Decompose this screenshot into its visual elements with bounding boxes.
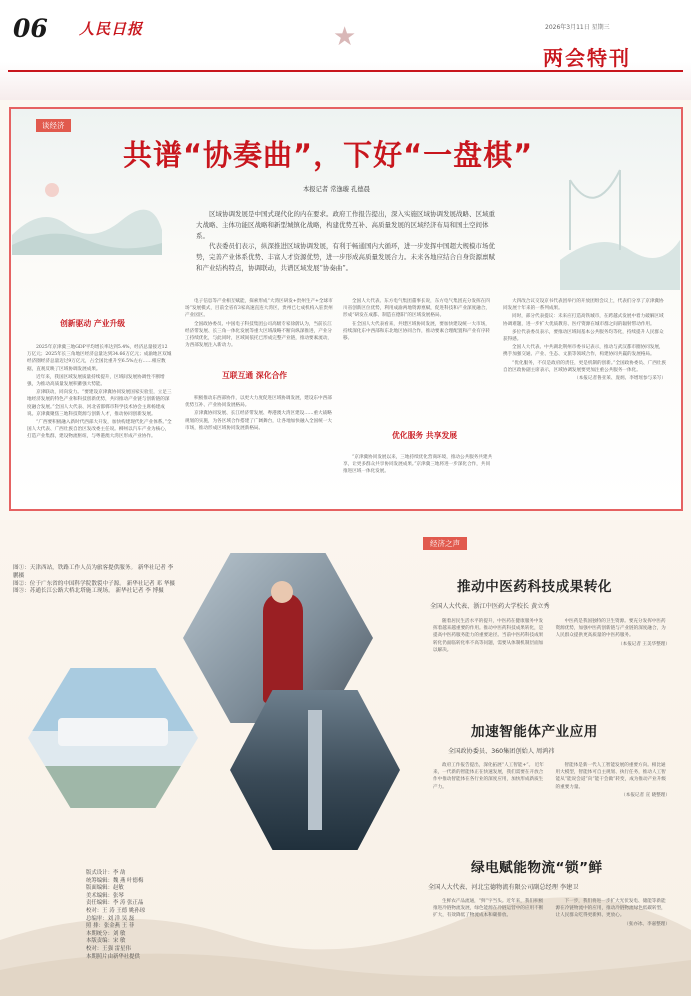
credit-line: 版式设计：李 劼	[86, 870, 126, 876]
attendant-head	[271, 581, 293, 603]
paragraph: 生鲜农产品流通，“鲜”字当头。近年来，我们积极推进冷链物流发展，绿色能源在冷链运营中的应用不断扩大，有效降低了物流成本和碳排放。	[433, 899, 544, 919]
credit-line: 校对：王 涛 王德 姚孙琼	[86, 907, 146, 914]
paragraph: “京津冀协同发展以来，三地持续优化营商环境，推动公共服务共建共享，让更多群众共享协同发展成果。”京津冀三地将进一步深化合作，共同推进区域一体化发展。	[343, 455, 493, 475]
credit-line: 统筹编辑：魏 燕 叶德梅	[86, 877, 144, 884]
paragraph: 积极推动东西部协作，以更大力度促进区域协调发展，建设东中西部优势互补、产业协同发展格局。	[185, 396, 332, 409]
paragraph: 智能体是新一代人工智能发展的重要方向。相比通用大模型，智能体可自主规划、执行任务，推动人工智能从“能说会道”向“能干会做”转变，成为推动产业升级的重要力量。	[555, 763, 666, 790]
paragraph: 近年来，我国区域发展质量持续提升，区域间发展协调性不断增强，为推动高质量发展积蓄强大势能。	[27, 374, 165, 388]
lead-paragraph: 代表委员们表示，纵深推进区域协调发展，有利于畅通国内大循环，进一步发挥中国超大规模市场优势，完善产业体系优势、丰富人才资源优势，进一步形成高质量发展合力。未来各地应结合自身资源禀赋和产业结构特点，协调联动，共谱区域发展“协奏曲”。	[196, 242, 495, 272]
credit-line: 本期照片由新华社提供	[86, 953, 140, 960]
paragraph: 全国人大代表、东方电气集团董事长说，东方电气集团充分发挥在四川省创新区位优势，利用成渝两地资源禀赋，促进科技和产业深度融合，形成“研发在成都、制造在德阳”的区域发展格局。	[343, 299, 491, 319]
page-number: 06	[13, 14, 48, 43]
article-body	[433, 898, 670, 986]
credit-line: 美术编辑：张琴	[86, 892, 124, 899]
article-lead	[196, 209, 496, 274]
credit-line: 总编审：刘 洋 吴 磊	[86, 915, 135, 922]
building-shape	[58, 718, 168, 746]
paragraph: 2025年京津冀三地GDP平均增长率达到5.4%，经济总量接近12万亿元；2025年长三角地区经济总量达到34.66万亿元；成渝地区双城经济圈经济总量迈过9万亿元，占全国比重升至6.5%左右……相应数据，直观反映了区域协调发展成果。	[27, 345, 172, 372]
paragraph: 全国政协委员、中国电子科技集团公司高级专家徐蔚认为，当前长江经济带发展、长三角一体化发展等重大区域战略不断向纵深推进，产业分工持续优化，与此同时，区域间依托已形成完整产业链，推动要素流动，为西部发展注入新动力。	[185, 321, 333, 349]
bridge-tower	[308, 710, 322, 830]
author-note: （本报记者 宣 晓整理）	[621, 792, 670, 798]
dateline: 2026年3月11日 星期三	[545, 24, 610, 31]
article-title: 绿电赋能物流“锁”鲜	[471, 860, 603, 876]
subheading: 创新驱动 产业升级	[60, 319, 126, 328]
article-body	[433, 762, 670, 838]
article-byline: 本报记者 常逸璇 孔德晨	[303, 186, 370, 193]
credit-line: 本期统分：刘 敏	[86, 930, 126, 937]
paragraph: 京津冀协同发展、长江经济带发展、粤港澳大湾区建设……重大战略规划的实施，为各区域合作搭建了广阔舞台，让各地加快融入全国统一大市场，推动形成区域协同发展新格局。	[185, 411, 333, 431]
paragraph: 多位代表委员表示，要推动区域间基本公共服务均等化，持续提升人民群众获得感。	[503, 329, 664, 343]
column-tag: 谈经济	[36, 119, 71, 132]
credit-line: 版面编辑：赵敏	[86, 885, 124, 892]
paragraph: 全国人大代表、中共湖北荆州市委书记表示，推动与武汉都市圈协同发展，携手加强交通、产业、生态、文旅等领域合作，构建协同共赢的发展格局。	[503, 345, 664, 358]
paragraph: 中医药是我国独特的卫生资源。要充分发挥中医药资源优势，加强中医药创新链与产业链的深度融合，为人民群众提供更高质量的中医药服务。	[555, 619, 666, 639]
paragraph: 下一步，我们将进一步扩大光伏发电、储能等新能源在冷链物流中的应用，推动冷链物流绿色低碳转型，让人民群众吃得更新鲜、更放心。	[555, 899, 666, 919]
article-title: 加速智能体产业应用	[471, 724, 598, 740]
photo-captions	[13, 565, 178, 596]
article-column	[185, 298, 335, 362]
photo-caption: 图②：位于广东省的中国科学院散裂中子源。 新华社记者 邓 华摄	[13, 580, 175, 587]
article-headline: 共谱“协奏曲”，下好“一盘棋”	[123, 138, 534, 172]
editorial-credits	[86, 870, 226, 961]
author-note: （张亦冰、李嘉整理）	[624, 921, 670, 927]
attendant-figure	[263, 593, 303, 703]
article-column	[343, 454, 493, 504]
star-emblem-icon: ★	[333, 22, 357, 52]
article-column	[503, 298, 666, 504]
article-column	[27, 344, 172, 504]
credit-line: 照 排：张金燕 王 菲	[86, 923, 135, 930]
article-title: 推动中医药科技成果转化	[457, 579, 613, 595]
paragraph: 在全国人大代表看来，共建区域协同发展，要加快建设统一大市场，持续深化东中西部和东北地区协同合作，推动要素合理配置和产业有序转移。	[343, 321, 491, 342]
credit-line: 本版责编：宋 敏	[86, 938, 126, 945]
lead-paragraph: 区域协调发展是中国式现代化的内在要求。政府工作报告提出，深入实施区域协调发展战略、区域重大战略、主体功能区战略和新型城镇化战略，构建优势互补、高质量发展的区域经济布局和国土空间体系。	[196, 210, 495, 240]
paragraph: 大四改合议交设京书代表团举行的开放团组会议上，代表们分享了京津冀协同发展十年来的一系列成果。	[503, 299, 664, 312]
article-column	[185, 395, 335, 503]
credit-line: 校对：王强 雷星伟	[86, 945, 131, 952]
paragraph: 电子信息等产业相互赋能，探索形成“大湾区研发+贵州生产+全球市场”发展模式，目前全省有3家高速直连大湾区，贵州已七成机构入驻贵州产业园区。	[185, 299, 333, 319]
paragraph: 随着居民生活水平的提升，中医药在健康服务中发挥着越来越重要的作用。推动中医药科技成果转化，是提高中医药服务能力的重要途径。当前中医药科技成果转化仍面临转化率不高等问题，需要从体制机制层面加以解决。	[433, 619, 544, 653]
article-author: 全国人大代表、浙江中医药大学校长 黄立秀	[430, 603, 550, 610]
paragraph: “优化服务，不仅是政府的责任，更是机制的创新。”全国政协委员、广西壮族自治区政协副主席表示，区域协调发展要更加注重公共服务一体化。	[503, 360, 666, 373]
photo-caption: 图③：苏通长江公路大桥北塔施工现场。 新华社记者 李 博摄	[13, 588, 164, 595]
paragraph: 政府工作报告提出，深化拓展“人工智能+”。 近年来，一代新的智能体正在快速发展，我们需要在开放合作中推动智能体在各行业的深度应用，加快形成新质生产力。	[433, 763, 544, 790]
author-note: （本报记者鲁亚莱、庞炳、李增瑶参与采写）	[574, 376, 666, 382]
landscape-illustration	[12, 165, 162, 255]
photo-caption: 图①：天津西站，铁路工作人员为旅客提供服务。 新华社记者 李 鹏摄	[13, 565, 174, 579]
section-title: 两会特刊	[543, 46, 631, 70]
article-column	[343, 298, 493, 418]
subheading: 优化服务 共享发展	[392, 431, 458, 440]
paragraph: “广西要积极融入新时代西部大开发，加快构建现代化产业体系。”全国人大代表、广西壮族自治区发改委主任说。柳州以汽车产业为核心，打造产业集群，建设物流枢纽，与粤港澳大湾区形成产业协作。	[27, 420, 172, 440]
paragraph: 同时，部分代表提议：未来应打造高铁城市，在跨越式发展中着力破解区域协调难题，进一步扩大优质教育、医疗资源在城市群之间的辐射带动作用。	[503, 314, 664, 327]
bridge-illustration	[560, 140, 680, 290]
subheading: 互联互通 深化合作	[222, 371, 288, 380]
article-author: 全国人大代表、河北宝德物流有限公司副总经理 李建卫	[428, 884, 579, 891]
masthead-rule	[8, 70, 683, 72]
paragraph: 京津联动，同向发力。“要建设京津冀协同发展国家实验室，立足三地经济发展的特色产业和科技创新优势，共同推动产业链与创新链的深度融合发展。”全国人大代表、河北省邯郸市科学技术协会主席杨建成说。京津冀聚焦三地科技资源与创新人才，推动协同创新发展。	[27, 390, 172, 417]
article-author: 全国政协委员、360集团创始人 周鸿祎	[448, 748, 555, 755]
author-note: （本报记者 王美华整理）	[618, 641, 670, 647]
article-body	[433, 618, 670, 704]
credit-line: 责任编辑：李 涛 张正晶	[86, 900, 144, 907]
paper-name-logo: 人民日报	[79, 20, 144, 38]
column-tag: 经济之声	[423, 537, 467, 550]
